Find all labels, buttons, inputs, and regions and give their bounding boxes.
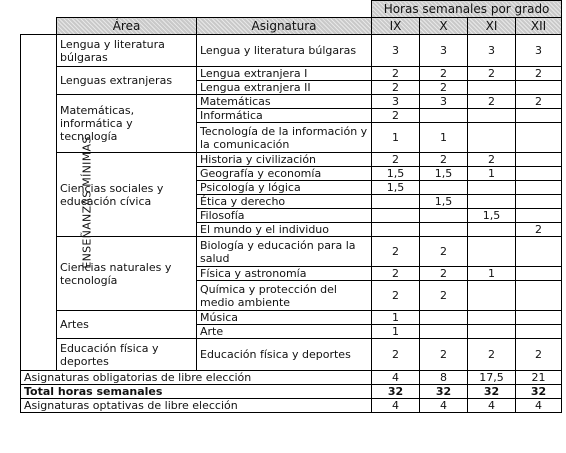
hours-cell-ix	[372, 195, 420, 209]
hours-cell-x: 1	[420, 123, 468, 153]
summary-hours-ix: 4	[372, 399, 420, 413]
hours-cell-ix: 1	[372, 325, 420, 339]
table-row	[21, 153, 562, 167]
hours-cell-xii: 2	[516, 67, 562, 81]
hours-cell-xii: 2	[516, 95, 562, 109]
subject-cell: Arte	[197, 325, 372, 339]
hours-cell-ix: 2	[372, 81, 420, 95]
hours-cell-xi: 1	[468, 167, 516, 181]
hours-cell-x	[420, 223, 468, 237]
hours-cell-xi	[468, 325, 516, 339]
hours-cell-x: 2	[420, 281, 468, 311]
subject-cell: Lengua extranjera I	[197, 67, 372, 81]
hours-cell-ix: 2	[372, 339, 420, 371]
hours-cell-xi: 2	[468, 339, 516, 371]
summary-hours-xii: 21	[516, 371, 562, 385]
hours-cell-x	[420, 181, 468, 195]
grade-header-xii: XII	[516, 18, 562, 35]
summary-hours-xi: 17,5	[468, 371, 516, 385]
subject-cell: Informática	[197, 109, 372, 123]
hours-cell-xii	[516, 325, 562, 339]
table-row	[21, 95, 562, 109]
summary-row	[21, 399, 562, 413]
subject-column-header: Asignatura	[197, 18, 372, 35]
hours-cell-xii: 3	[516, 35, 562, 67]
subject-cell: El mundo y el individuo	[197, 223, 372, 237]
area-cell: Ciencias sociales y educación cívica	[57, 153, 197, 237]
hours-cell-x: 2	[420, 67, 468, 81]
area-cell: Lengua y literatura búlgaras	[57, 35, 197, 67]
hours-cell-xi: 3	[468, 35, 516, 67]
hours-cell-xi	[468, 281, 516, 311]
hours-cell-ix: 2	[372, 153, 420, 167]
curriculum-body	[21, 35, 562, 413]
hours-cell-ix: 1	[372, 311, 420, 325]
hours-cell-xi	[468, 109, 516, 123]
summary-label: Total horas semanales	[21, 385, 372, 399]
hours-cell-x: 2	[420, 339, 468, 371]
hours-cell-x: 1,5	[420, 167, 468, 181]
summary-hours-x: 32	[420, 385, 468, 399]
subject-cell: Física y astronomía	[197, 267, 372, 281]
hours-cell-xii	[516, 267, 562, 281]
hours-cell-x	[420, 209, 468, 223]
hours-cell-ix: 2	[372, 237, 420, 267]
summary-hours-xii: 32	[516, 385, 562, 399]
hours-cell-xi	[468, 223, 516, 237]
subject-cell: Química y protección del medio ambiente	[197, 281, 372, 311]
vertical-section-text: ENSEÑANZAS MÍNIMAS	[80, 136, 94, 269]
area-cell: Matemáticas, informática y tecnología	[57, 95, 197, 153]
hours-cell-xi	[468, 81, 516, 95]
subject-cell: Biología y educación para la salud	[197, 237, 372, 267]
subject-cell: Lengua y literatura búlgaras	[197, 35, 372, 67]
hours-cell-ix	[372, 223, 420, 237]
hours-cell-xi: 2	[468, 95, 516, 109]
hours-cell-xi: 2	[468, 67, 516, 81]
table-row	[21, 339, 562, 371]
hours-cell-x	[420, 109, 468, 123]
subject-cell: Filosofía	[197, 209, 372, 223]
summary-hours-x: 4	[420, 399, 468, 413]
subject-cell: Lengua extranjera II	[197, 81, 372, 95]
table-row	[21, 67, 562, 81]
hours-cell-xii	[516, 123, 562, 153]
subject-cell: Matemáticas	[197, 95, 372, 109]
hours-cell-xii	[516, 195, 562, 209]
grade-header-xi: XI	[468, 18, 516, 35]
hours-cell-ix: 2	[372, 109, 420, 123]
summary-hours-xi: 32	[468, 385, 516, 399]
hours-cell-xi	[468, 195, 516, 209]
subject-cell: Geografía y economía	[197, 167, 372, 181]
summary-row	[21, 385, 562, 399]
hours-cell-xii	[516, 181, 562, 195]
area-cell: Educación física y deportes	[57, 339, 197, 371]
area-column-header: Área	[57, 18, 197, 35]
hours-cell-ix: 1	[372, 123, 420, 153]
hours-cell-xii	[516, 281, 562, 311]
hours-cell-ix: 3	[372, 35, 420, 67]
subject-cell: Historia y civilización	[197, 153, 372, 167]
hours-per-week-header: Horas semanales por grado	[372, 1, 562, 18]
hours-cell-xii	[516, 237, 562, 267]
hours-cell-ix: 1,5	[372, 181, 420, 195]
hours-cell-xii	[516, 81, 562, 95]
hours-cell-x: 3	[420, 95, 468, 109]
hours-cell-xii	[516, 311, 562, 325]
summary-label: Asignaturas optativas de libre elección	[21, 399, 372, 413]
hours-cell-xi	[468, 237, 516, 267]
summary-hours-ix: 4	[372, 371, 420, 385]
hours-cell-xi: 2	[468, 153, 516, 167]
subject-cell: Educación física y deportes	[197, 339, 372, 371]
hours-cell-x: 1,5	[420, 195, 468, 209]
summary-row	[21, 371, 562, 385]
hours-cell-xii: 2	[516, 339, 562, 371]
hours-cell-xii	[516, 209, 562, 223]
area-cell: Ciencias naturales y tecnología	[57, 237, 197, 311]
subject-cell: Ética y derecho	[197, 195, 372, 209]
hours-cell-ix: 2	[372, 67, 420, 81]
grade-header-x: X	[420, 18, 468, 35]
hours-cell-x: 2	[420, 267, 468, 281]
hours-cell-x: 2	[420, 81, 468, 95]
hours-cell-x	[420, 311, 468, 325]
hours-cell-xii: 2	[516, 223, 562, 237]
grade-header-ix: IX	[372, 18, 420, 35]
hours-cell-x: 2	[420, 153, 468, 167]
hours-cell-ix	[372, 209, 420, 223]
hours-cell-xi: 1	[468, 267, 516, 281]
table-row	[21, 311, 562, 325]
hours-cell-xi	[468, 181, 516, 195]
subject-cell: Música	[197, 311, 372, 325]
table-row	[21, 35, 562, 67]
hours-cell-ix: 1,5	[372, 167, 420, 181]
header-blank	[21, 1, 372, 18]
hours-cell-ix: 3	[372, 95, 420, 109]
header-corner	[21, 18, 57, 35]
subject-cell: Tecnología de la información y la comunicación	[197, 123, 372, 153]
hours-cell-x	[420, 325, 468, 339]
hours-cell-ix: 2	[372, 267, 420, 281]
hours-cell-ix: 2	[372, 281, 420, 311]
hours-cell-xii	[516, 167, 562, 181]
summary-hours-xi: 4	[468, 399, 516, 413]
hours-cell-x: 3	[420, 35, 468, 67]
hours-cell-x: 2	[420, 237, 468, 267]
summary-hours-xii: 4	[516, 399, 562, 413]
hours-cell-xii	[516, 109, 562, 123]
subject-cell: Psicología y lógica	[197, 181, 372, 195]
summary-hours-ix: 32	[372, 385, 420, 399]
area-cell: Artes	[57, 311, 197, 339]
area-cell: Lenguas extranjeras	[57, 67, 197, 95]
hours-cell-xi: 1,5	[468, 209, 516, 223]
summary-hours-x: 8	[420, 371, 468, 385]
hours-cell-xii	[516, 153, 562, 167]
hours-cell-xi	[468, 311, 516, 325]
summary-label: Asignaturas obligatorias de libre elección	[21, 371, 372, 385]
hours-cell-xi	[468, 123, 516, 153]
curriculum-table	[20, 0, 562, 413]
table-row	[21, 237, 562, 267]
